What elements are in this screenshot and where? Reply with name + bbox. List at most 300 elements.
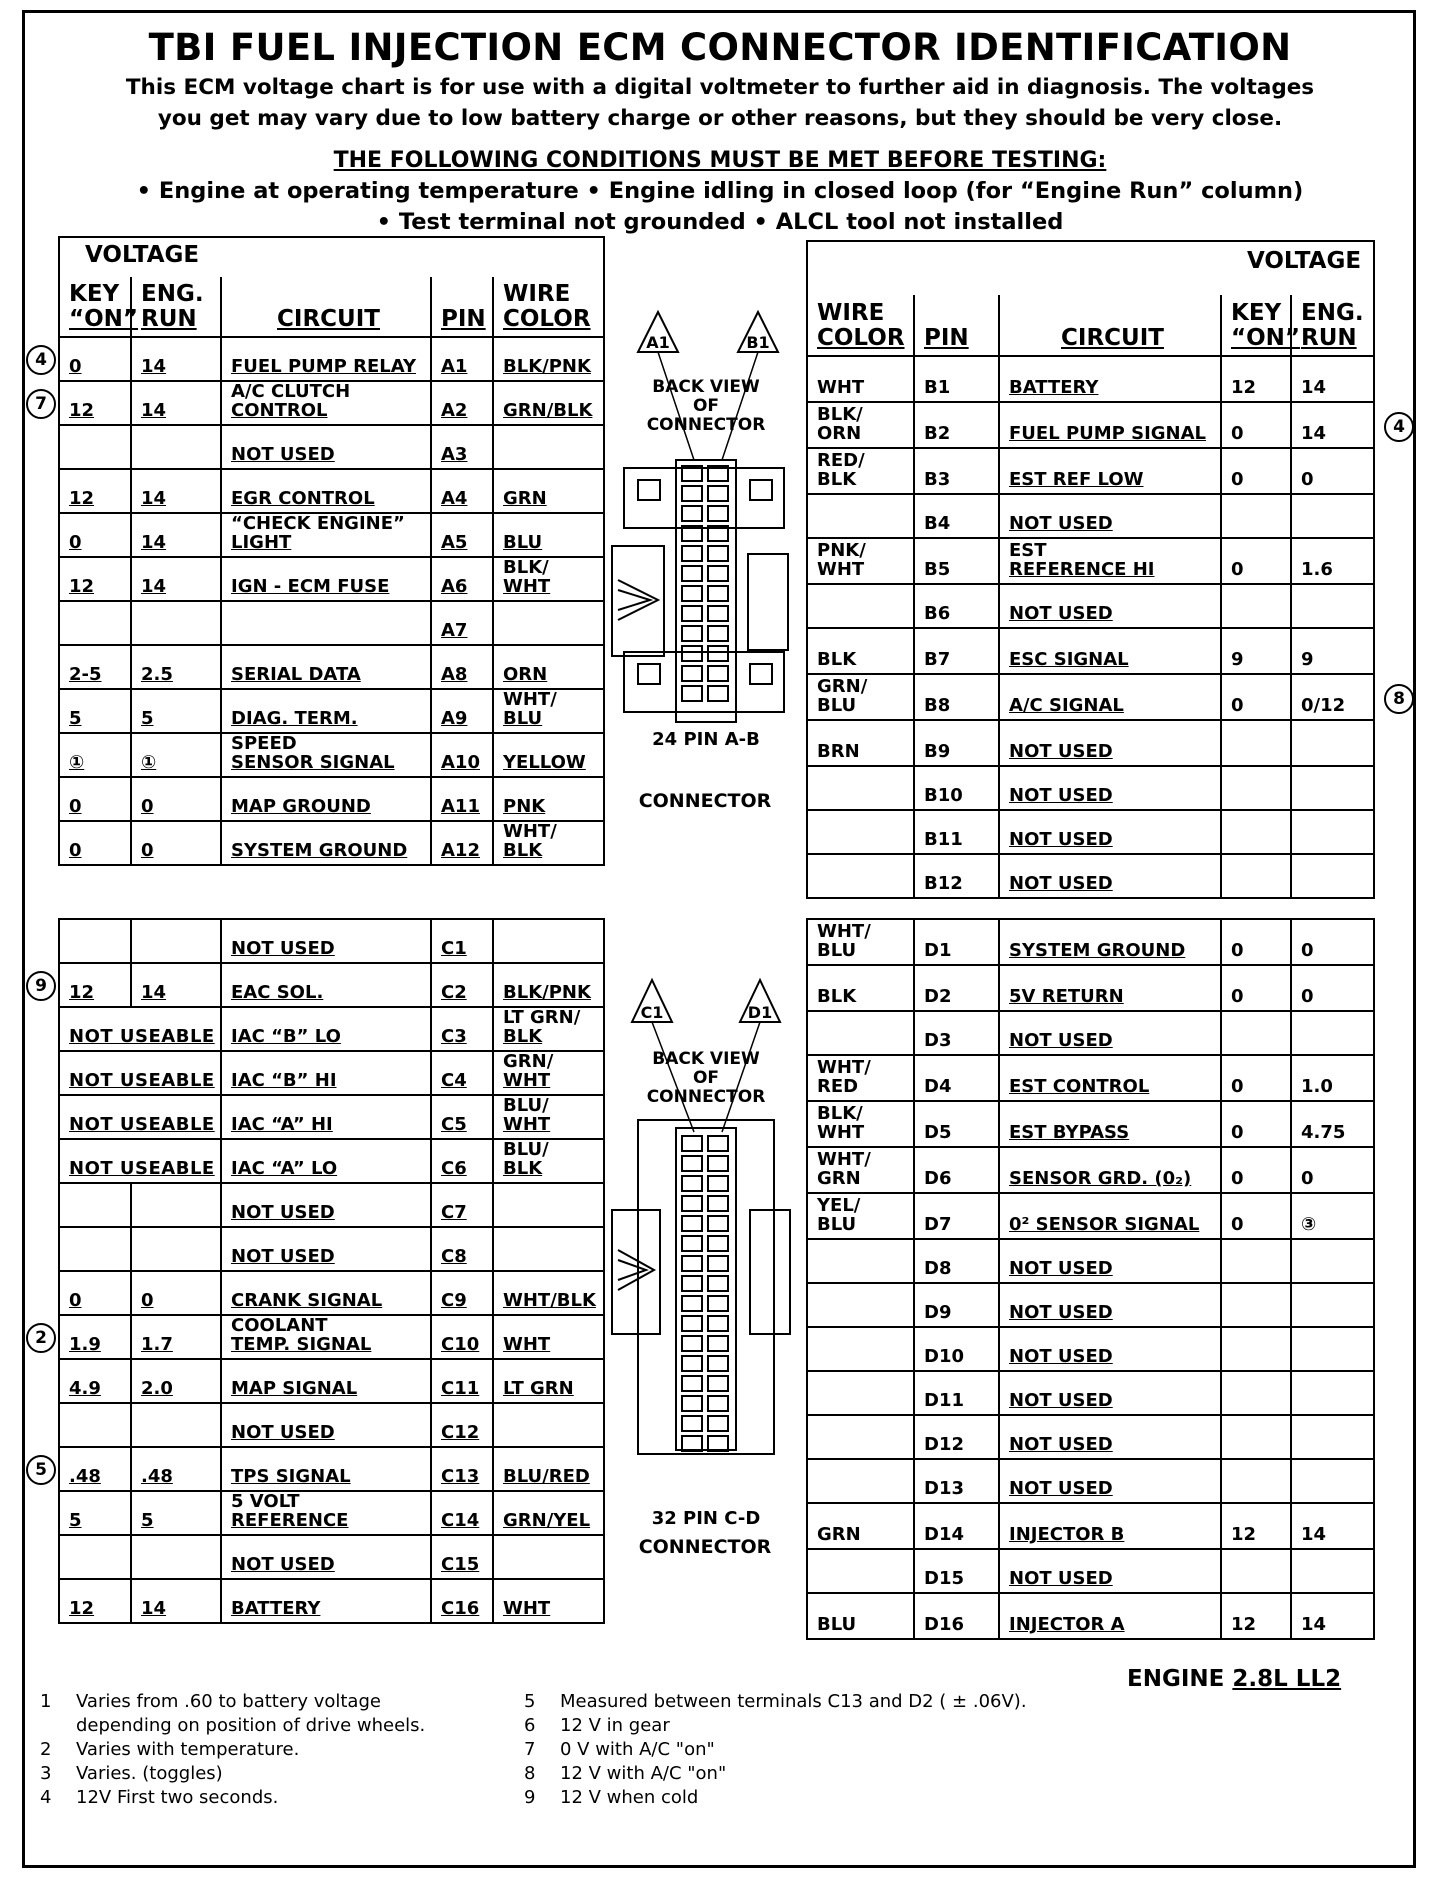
eng-run-text: 1.0 (1301, 1076, 1333, 1097)
wire-line1: WHT/ (817, 1149, 871, 1170)
key-on-text: 12 (69, 488, 95, 509)
wire-line2: BLU (817, 1214, 857, 1235)
circuit-line1: SPEED (231, 733, 297, 754)
table-row (59, 1007, 604, 1051)
pin-socket-icon (708, 1336, 728, 1351)
triangle-a1-icon (638, 312, 678, 352)
table-row (59, 1227, 604, 1271)
circuit-value (221, 733, 431, 777)
pin-socket-icon (682, 1336, 702, 1351)
pin-text: D2 (924, 986, 952, 1007)
col-wire: WIRE COLOR (493, 277, 604, 337)
circuit-value (221, 601, 431, 645)
table-row (807, 1239, 1374, 1283)
circuit-line2: NOT USED (1009, 1390, 1113, 1411)
circuit-value (999, 720, 1221, 766)
circuit-value (221, 1491, 431, 1535)
eng-run-text: 14 (141, 576, 167, 597)
pin-value (914, 538, 999, 584)
pin-text: D7 (924, 1214, 952, 1235)
pin-value (914, 356, 999, 402)
pin-text: D1 (924, 940, 952, 961)
wire-line2: BLU (503, 532, 543, 553)
circuit-value (999, 584, 1221, 628)
eng-run-value (131, 601, 221, 645)
intro-line-1: This ECM voltage chart is for use with a digital voltmeter to further aid in diagnosis. The voltages (125, 75, 1315, 100)
circuit-value (999, 1101, 1221, 1147)
footnote-text: depending on position of drive wheels. (76, 1715, 426, 1736)
callout-marker: 9 (26, 971, 56, 1001)
key-on-value (1221, 1193, 1291, 1239)
key-on-value (59, 1095, 221, 1139)
circuit-line2: FUEL PUMP RELAY (231, 356, 416, 377)
wire-value (493, 1359, 604, 1403)
circuit-line1: A/C CLUTCH (231, 381, 351, 402)
circuit-value (999, 1193, 1221, 1239)
circuit-value (999, 1371, 1221, 1415)
wire-line2: WHT (817, 559, 865, 580)
key-on-value (59, 557, 131, 601)
triangle-d1-label: D1 (747, 1003, 773, 1022)
connector-ab-body-icon (612, 460, 788, 722)
pin-socket-icon (708, 1416, 728, 1431)
eng-run-value (1291, 1193, 1374, 1239)
wire-line2: WHT (503, 1070, 551, 1091)
wire-line1: LT GRN/ (503, 1007, 581, 1028)
circuit-line1: EST (1009, 540, 1047, 561)
key-on-value (1221, 674, 1291, 720)
eng-run-text: 0 (141, 840, 154, 861)
pin-socket-icon (708, 506, 728, 521)
circuit-value (999, 448, 1221, 494)
pin-text: B6 (924, 603, 951, 624)
cd-view-line1: BACK VIEW (652, 1049, 760, 1069)
wire-line2: BLU (503, 708, 543, 729)
conditions-line-2: • Test terminal not grounded • ALCL tool not installed (376, 209, 1064, 235)
footnote-number: 3 (40, 1763, 52, 1784)
wire-line2: BLK (503, 1158, 543, 1179)
callout-marker: 8 (1384, 684, 1414, 714)
pin-value (914, 1239, 999, 1283)
pin-text: D9 (924, 1302, 952, 1323)
eng-run-value (1291, 919, 1374, 965)
key-on-text: 5 (69, 708, 82, 729)
circuit-value (221, 425, 431, 469)
table-row (59, 381, 604, 425)
circuit-line2: CONTROL (231, 400, 328, 421)
eng-run-text: 2.5 (141, 664, 173, 685)
wire-line2: ORN (817, 423, 862, 444)
wire-line2: GRN (503, 488, 547, 509)
circuit-line2: NOT USED (231, 1246, 335, 1267)
wire-line2: BLK/PNK (503, 356, 591, 377)
table-row (807, 720, 1374, 766)
circuit-value (221, 821, 431, 865)
eng-run-text: 0 (1301, 1168, 1314, 1189)
wire-value (493, 1051, 604, 1095)
eng-run-value (131, 1183, 221, 1227)
pin-text: B1 (924, 377, 951, 398)
wire-value (493, 1139, 604, 1183)
pin-value (431, 733, 493, 777)
footnote-number: 5 (524, 1691, 536, 1712)
pin-socket-icon (682, 1276, 702, 1291)
wire-value (493, 557, 604, 601)
key-on-value (1221, 1239, 1291, 1283)
pin-text: C14 (441, 1510, 480, 1531)
wire-value (493, 425, 604, 469)
eng-run-value (1291, 674, 1374, 720)
key-on-text: .48 (69, 1466, 101, 1487)
pin-text: A11 (441, 796, 480, 817)
table-row (59, 1095, 604, 1139)
table-row (807, 1415, 1374, 1459)
wire-line2: BLU (817, 940, 857, 961)
circuit-line2: NOT USED (1009, 1346, 1113, 1367)
wire-value (807, 720, 914, 766)
key-on-text: 2-5 (69, 664, 102, 685)
table-row (807, 810, 1374, 854)
footnote-text: Measured between terminals C13 and D2 ( ± .06V). (560, 1691, 1027, 1712)
circuit-line2: IAC “A” HI (231, 1114, 333, 1135)
table-row (807, 965, 1374, 1011)
pin-value (914, 720, 999, 766)
eng-run-value (131, 1491, 221, 1535)
pin-value (914, 1011, 999, 1055)
circuit-line2: NOT USED (1009, 829, 1113, 850)
key-on-value (1221, 1055, 1291, 1101)
wire-value (493, 601, 604, 645)
wire-value (493, 1007, 604, 1051)
table-row (807, 1055, 1374, 1101)
key-on-value (1221, 810, 1291, 854)
pin-socket-icon (682, 1196, 702, 1211)
table-row (59, 1359, 604, 1403)
key-on-value (59, 1271, 131, 1315)
pin-text: C15 (441, 1554, 480, 1575)
pin-text: B7 (924, 649, 951, 670)
pin-socket-icon (708, 1136, 728, 1151)
pin-socket-icon (708, 1436, 728, 1451)
footnote-number: 7 (524, 1739, 536, 1760)
wire-value (807, 494, 914, 538)
ab-view-line3: CONNECTOR (646, 415, 766, 435)
pin-socket-icon (682, 1236, 702, 1251)
pin-text: D12 (924, 1434, 964, 1455)
wire-line2: BLK/PNK (503, 982, 591, 1003)
pin-value (431, 601, 493, 645)
wire-line2: GRN (817, 1168, 861, 1189)
footnote-item (524, 1738, 1027, 1762)
connector-d-table (806, 918, 1375, 1640)
wire-value (807, 1503, 914, 1549)
wire-value (807, 1147, 914, 1193)
circuit-line2: MAP SIGNAL (231, 1378, 358, 1399)
wire-line1: WHT/ (503, 821, 557, 842)
eng-run-value (131, 821, 221, 865)
wire-line2: WHT (503, 576, 551, 597)
pin-socket-icon (708, 646, 728, 661)
pin-text: A7 (441, 620, 468, 641)
wire-line1: GRN/ (503, 1051, 554, 1072)
table-row (59, 1183, 604, 1227)
footnote-text: 12 V with A/C "on" (560, 1763, 727, 1784)
pin-text: C6 (441, 1158, 467, 1179)
circuit-line2: REFERENCE HI (1009, 559, 1155, 580)
circuit-line2: 0² SENSOR SIGNAL (1009, 1214, 1200, 1235)
circuit-value (221, 1051, 431, 1095)
circuit-line2: EGR CONTROL (231, 488, 375, 509)
table-row (807, 1147, 1374, 1193)
circuit-value (999, 1503, 1221, 1549)
pin-text: C4 (441, 1070, 467, 1091)
key-on-text: 0 (1231, 1076, 1244, 1097)
eng-run-value (131, 1403, 221, 1447)
wire-line1: BLU/ (503, 1139, 549, 1160)
eng-run-text: 9 (1301, 649, 1314, 670)
pin-socket-icon (708, 546, 728, 561)
circuit-line2: NOT USED (1009, 603, 1113, 624)
key-on-value (1221, 402, 1291, 448)
pin-value (431, 469, 493, 513)
wire-value (807, 1459, 914, 1503)
wire-line2: BLU/RED (503, 1466, 590, 1487)
circuit-line2: EAC SOL. (231, 982, 324, 1003)
footnote-item (40, 1738, 425, 1762)
circuit-value (999, 538, 1221, 584)
wire-line2: BLU (817, 695, 857, 716)
pin-value (431, 1139, 493, 1183)
wire-value (493, 689, 604, 733)
table-row (59, 963, 604, 1007)
connector-cd-pins (682, 1136, 728, 1451)
pin-value (431, 1227, 493, 1271)
footnote-text: 12V First two seconds. (76, 1787, 279, 1808)
pin-socket-icon (708, 1356, 728, 1371)
wire-value (493, 1403, 604, 1447)
circuit-value (221, 1227, 431, 1271)
eng-run-value (1291, 810, 1374, 854)
pin-text: A3 (441, 444, 468, 465)
footnote-text: 12 V when cold (560, 1787, 699, 1808)
pin-value (914, 1503, 999, 1549)
circuit-line2: BATTERY (231, 1598, 321, 1619)
table-row (807, 854, 1374, 898)
footnote-number: 6 (524, 1715, 536, 1736)
wire-line2: BLK (817, 469, 857, 490)
key-on-value (59, 1579, 131, 1623)
wire-line1: WHT/ (503, 689, 557, 710)
eng-run-text: 5 (141, 708, 154, 729)
key-on-text: ① (69, 752, 85, 773)
pin-socket-icon (682, 506, 702, 521)
wire-line2: BLK (817, 986, 857, 1007)
pin-value (914, 1415, 999, 1459)
key-on-value (1221, 766, 1291, 810)
eng-run-value (131, 557, 221, 601)
eng-run-text: 1.6 (1301, 559, 1333, 580)
key-on-value (1221, 1327, 1291, 1371)
pin-value (914, 628, 999, 674)
eng-run-value (131, 1315, 221, 1359)
key-on-text: 0 (1231, 469, 1244, 490)
wire-line2: BLK (503, 840, 543, 861)
pin-socket-icon (708, 1376, 728, 1391)
wire-value (807, 965, 914, 1011)
eng-run-value (131, 1271, 221, 1315)
circuit-line2: BATTERY (1009, 377, 1099, 398)
table-row (807, 1193, 1374, 1239)
col-eng-run: ENG. RUN (131, 277, 221, 337)
table-row (59, 645, 604, 689)
voltage-header-b: VOLTAGE (807, 241, 1374, 295)
circuit-value (999, 810, 1221, 854)
circuit-line2: DIAG. TERM. (231, 708, 358, 729)
wire-value (807, 919, 914, 965)
pin-socket-icon (682, 1436, 702, 1451)
wire-line1: BLU/ (503, 1095, 549, 1116)
key-on-value (59, 645, 131, 689)
wire-line2: GRN/BLK (503, 400, 593, 421)
key-on-value (59, 469, 131, 513)
pin-socket-icon (682, 1136, 702, 1151)
circuit-value (999, 1283, 1221, 1327)
pin-value (431, 337, 493, 381)
circuit-line2: NOT USED (1009, 1030, 1113, 1051)
footnote-number: 4 (40, 1787, 52, 1808)
cd-view-line3: CONNECTOR (646, 1087, 766, 1107)
key-on-value (59, 337, 131, 381)
pin-socket-icon (682, 586, 702, 601)
pin-socket-icon (682, 546, 702, 561)
footnotes-left (40, 1690, 425, 1810)
eng-run-value (1291, 766, 1374, 810)
circuit-value (221, 1007, 431, 1051)
eng-run-value (131, 1535, 221, 1579)
circuit-line2: NOT USED (1009, 1568, 1113, 1589)
footnote-item (40, 1714, 425, 1738)
pin-socket-icon (682, 686, 702, 701)
col-wire-b: WIRE COLOR (807, 295, 914, 356)
pin-socket-icon (708, 606, 728, 621)
key-on-value (1221, 628, 1291, 674)
wire-line2: RED (817, 1076, 859, 1097)
key-on-value (59, 919, 131, 963)
circuit-value (999, 1549, 1221, 1593)
key-on-text: 0 (1231, 423, 1244, 444)
callout-marker: 2 (26, 1323, 56, 1353)
wire-value (807, 766, 914, 810)
circuit-line2: SENSOR GRD. (0₂) (1009, 1168, 1192, 1189)
eng-run-text: 14 (1301, 423, 1327, 444)
wire-value (493, 963, 604, 1007)
wire-value (807, 810, 914, 854)
key-on-value (59, 513, 131, 557)
conditions-list (0, 176, 1440, 238)
wire-value (807, 1055, 914, 1101)
table-row (59, 733, 604, 777)
pin-value (431, 425, 493, 469)
pin-text: C3 (441, 1026, 467, 1047)
eng-run-text: 0/12 (1301, 695, 1346, 716)
eng-run-text: 4.75 (1301, 1122, 1346, 1143)
circuit-value (221, 381, 431, 425)
key-on-value (59, 601, 131, 645)
table-row (59, 777, 604, 821)
wire-value (807, 854, 914, 898)
wire-line2: WHT (503, 1114, 551, 1135)
pin-text: B8 (924, 695, 951, 716)
pin-value (431, 1271, 493, 1315)
footnote-item (40, 1690, 425, 1714)
pin-value (914, 919, 999, 965)
pin-text: D10 (924, 1346, 964, 1367)
circuit-line2: FUEL PUMP SIGNAL (1009, 423, 1207, 444)
circuit-line2: TPS SIGNAL (231, 1466, 351, 1487)
eng-run-text: 0 (1301, 940, 1314, 961)
footnote-text: Varies with temperature. (76, 1739, 300, 1760)
key-on-text: 0 (1231, 1122, 1244, 1143)
eng-run-text: 14 (141, 400, 167, 421)
key-on-value (1221, 1147, 1291, 1193)
circuit-value (221, 1535, 431, 1579)
wire-value (807, 1283, 914, 1327)
page-title: TBI FUEL INJECTION ECM CONNECTOR IDENTIFICATION (148, 26, 1292, 69)
circuit-line2: SERIAL DATA (231, 664, 361, 685)
pin-value (431, 1447, 493, 1491)
wire-line2: WHT (817, 1122, 865, 1143)
circuit-line2: INJECTOR A (1009, 1614, 1125, 1635)
pin-value (914, 1549, 999, 1593)
key-on-text: 0 (1231, 559, 1244, 580)
pin-text: D11 (924, 1390, 964, 1411)
circuit-value (999, 1593, 1221, 1639)
key-on-value (59, 689, 131, 733)
wire-value (807, 674, 914, 720)
key-on-text: 12 (1231, 1524, 1257, 1545)
pin-value (914, 1147, 999, 1193)
circuit-value (999, 965, 1221, 1011)
table-row (807, 1327, 1374, 1371)
pin-text: C16 (441, 1598, 480, 1619)
pin-text: D14 (924, 1524, 964, 1545)
pin-text: D15 (924, 1568, 964, 1589)
circuit-line2: IAC “A” LO (231, 1158, 338, 1179)
pin-text: C10 (441, 1334, 480, 1355)
eng-run-value (1291, 1459, 1374, 1503)
circuit-value (999, 494, 1221, 538)
table-row (807, 628, 1374, 674)
connector-cd-diagram (610, 970, 800, 1530)
eng-run-text: 14 (141, 532, 167, 553)
pin-socket-icon (708, 566, 728, 581)
pin-socket-icon (708, 1176, 728, 1191)
circuit-value (221, 1315, 431, 1359)
circuit-value (221, 337, 431, 381)
eng-run-text: 14 (1301, 1524, 1327, 1545)
pin-text: A5 (441, 532, 468, 553)
pin-value (914, 448, 999, 494)
key-on-value (1221, 1549, 1291, 1593)
pin-text: C1 (441, 938, 467, 959)
wire-line2: BLU (817, 1614, 857, 1635)
footnote-item (524, 1786, 1027, 1810)
key-on-text: 12 (1231, 1614, 1257, 1635)
wire-line2: BLK (503, 1026, 543, 1047)
pin-socket-icon (708, 1276, 728, 1291)
table-row (807, 494, 1374, 538)
key-on-text: 0 (69, 1290, 82, 1311)
